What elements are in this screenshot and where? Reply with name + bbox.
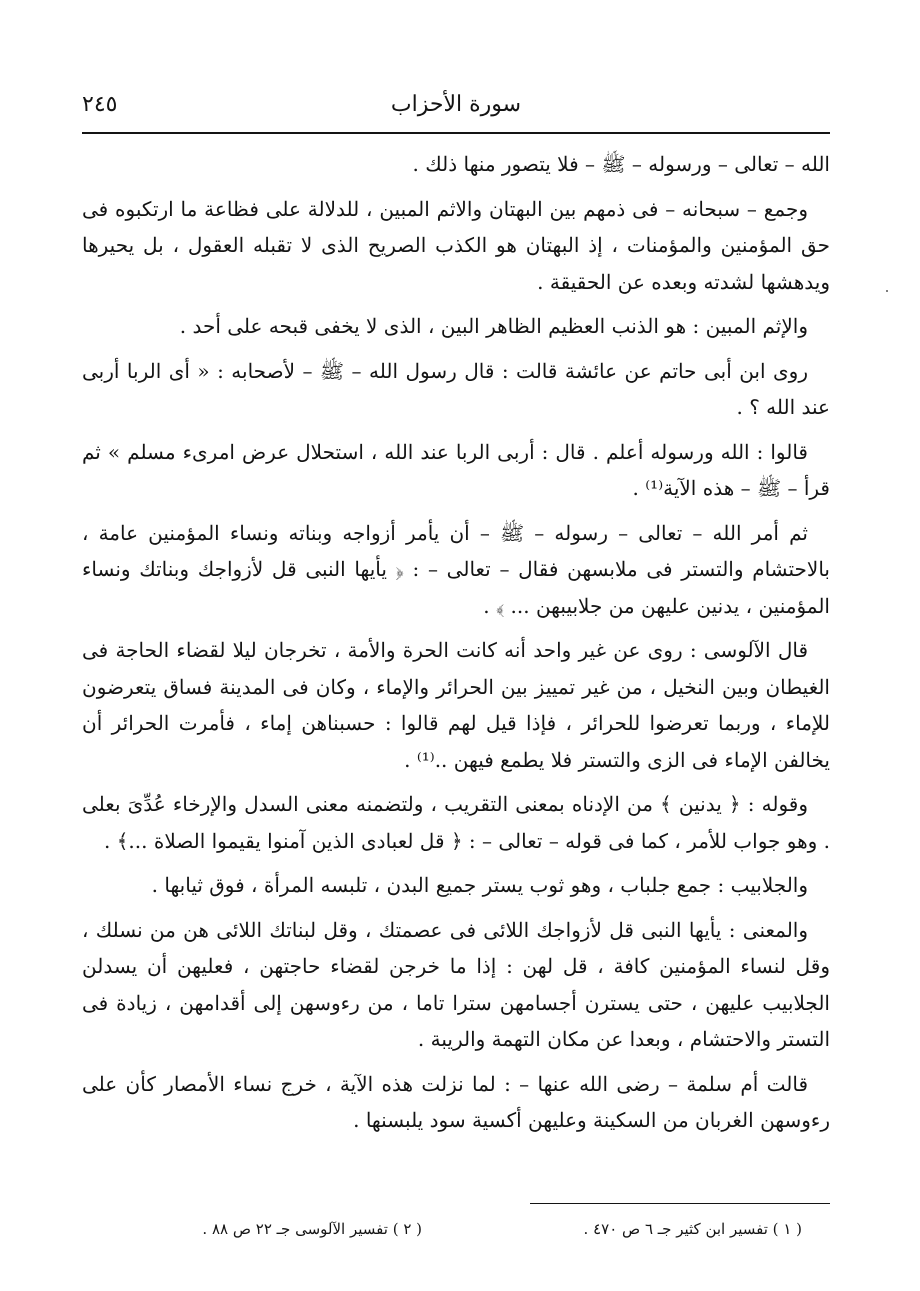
paragraph: والإثم المبين : هو الذنب العظيم الظاهر البين ، الذى لا يخفى قبحه على أحد . — [179, 314, 808, 338]
footnotes — [82, 1220, 802, 1248]
page-header — [82, 88, 830, 128]
footnote-divider — [530, 1203, 830, 1204]
paragraph: روى ابن أبى حاتم عن عائشة قالت : قال رسول الله – ﷺ – لأصحابه : « أى الربا أربى عند الله ؟ . — [82, 358, 830, 419]
paragraph: وجمع – سبحانه – فى ذمهم بين البهتان والاثم المبين ، للدلالة على فظاعة ما ارتكبوه فى حق المؤمنين والمؤمنات ، إذ البهتان هو الكذب الصريح الذى لا تقبله العقول ، بل يحيرها ويدهشها لشدته وبعده عن الحقيقة . — [82, 196, 831, 294]
page-body — [82, 146, 830, 1147]
paragraph: ثم أمر الله – تعالى – رسوله – ﷺ – أن يأمر أزواجه وبناته ونساء المؤمنين عامة ، بالاحتشام والتستر فى ملابسهن فقال – تعالى – : ﴿ يأيها النبى قل لأزواجك وبناتك ونساء المؤمنين ، يدنين عليهن من جلابيبهن ... ﴾ . — [82, 520, 830, 618]
paragraph: قال الآلوسى : روى عن غير واحد أنه كانت الحرة والأمة ، تخرجان ليلا لقضاء الحاجة فى الغيطان وبين النخيل ، من غير تمييز بين الحرائر والإماء ، وكان فى المدينة فساق يتعرضون للإماء ، وربما تعرضوا للحرائر ، فإذا قيل لهم قالوا : حسبناهن إماء ، فأمرت الحرائر أن يخالفن الإماء فى الزى والتستر فلا يطمع فيهن ..⁽¹⁾ . — [82, 638, 830, 772]
paragraph: والمعنى : يأيها النبى قل لأزواجك اللائى فى عصمتك ، وقل لبناتك اللائى هن من نسلك ، وقل لنساء المؤمنين كافة ، قل لهن : إذا ما خرجن لقضاء حاجتهن ، فعليهن أن يسدلن الجلابيب عليهن ، حتى يسترن أجسامهن سترا تاما ، من رءوسهن إلى أقدامهن ، زيادة فى التستر والاحتشام ، وبعدا عن مكان التهمة والريبة . — [82, 917, 830, 1051]
scan-speck — [886, 290, 888, 292]
header-divider — [82, 132, 830, 134]
footnote: ( ١ ) تفسير ابن كثير جـ ٦ ص ٤٧٠ . — [583, 1220, 802, 1238]
paragraph: وقوله : ﴿ يدنين ﴾ من الإدناه بمعنى التقريب ، ولتضمنه معنى السدل والإرخاء عُدِّىَ بعلى . وهو جواب للأمر ، كما فى قوله – تعالى – : ﴿ قل لعبادى الذين آمنوا يقيموا الصلاة ...﴾ . — [82, 792, 830, 853]
paragraph: الله – تعالى – ورسوله – ﷺ – فلا يتصور منها ذلك . — [412, 152, 830, 176]
page-number: ٢٤٥ — [82, 92, 118, 117]
surah-title: سورة الأحزاب — [390, 92, 522, 117]
paragraph: قالت أم سلمة – رضى الله عنها – : لما نزلت هذه الآية ، خرج نساء الأمصار كأن على رءوسهن الغربان من السكينة وعليهن أكسية سود يلبسنها . — [82, 1071, 830, 1132]
paragraph: قالوا : الله ورسوله أعلم . قال : أربى الربا عند الله ، استحلال عرض امرىء مسلم » ثم قرأ – ﷺ – هذه الآية⁽¹⁾ . — [82, 439, 830, 500]
paragraph: والجلابيب : جمع جلباب ، وهو ثوب يستر جميع البدن ، تلبسه المرأة ، فوق ثيابها . — [151, 873, 808, 897]
footnote: ( ٢ ) تفسير الآلوسى جـ ٢٢ ص ٨٨ . — [202, 1220, 422, 1238]
